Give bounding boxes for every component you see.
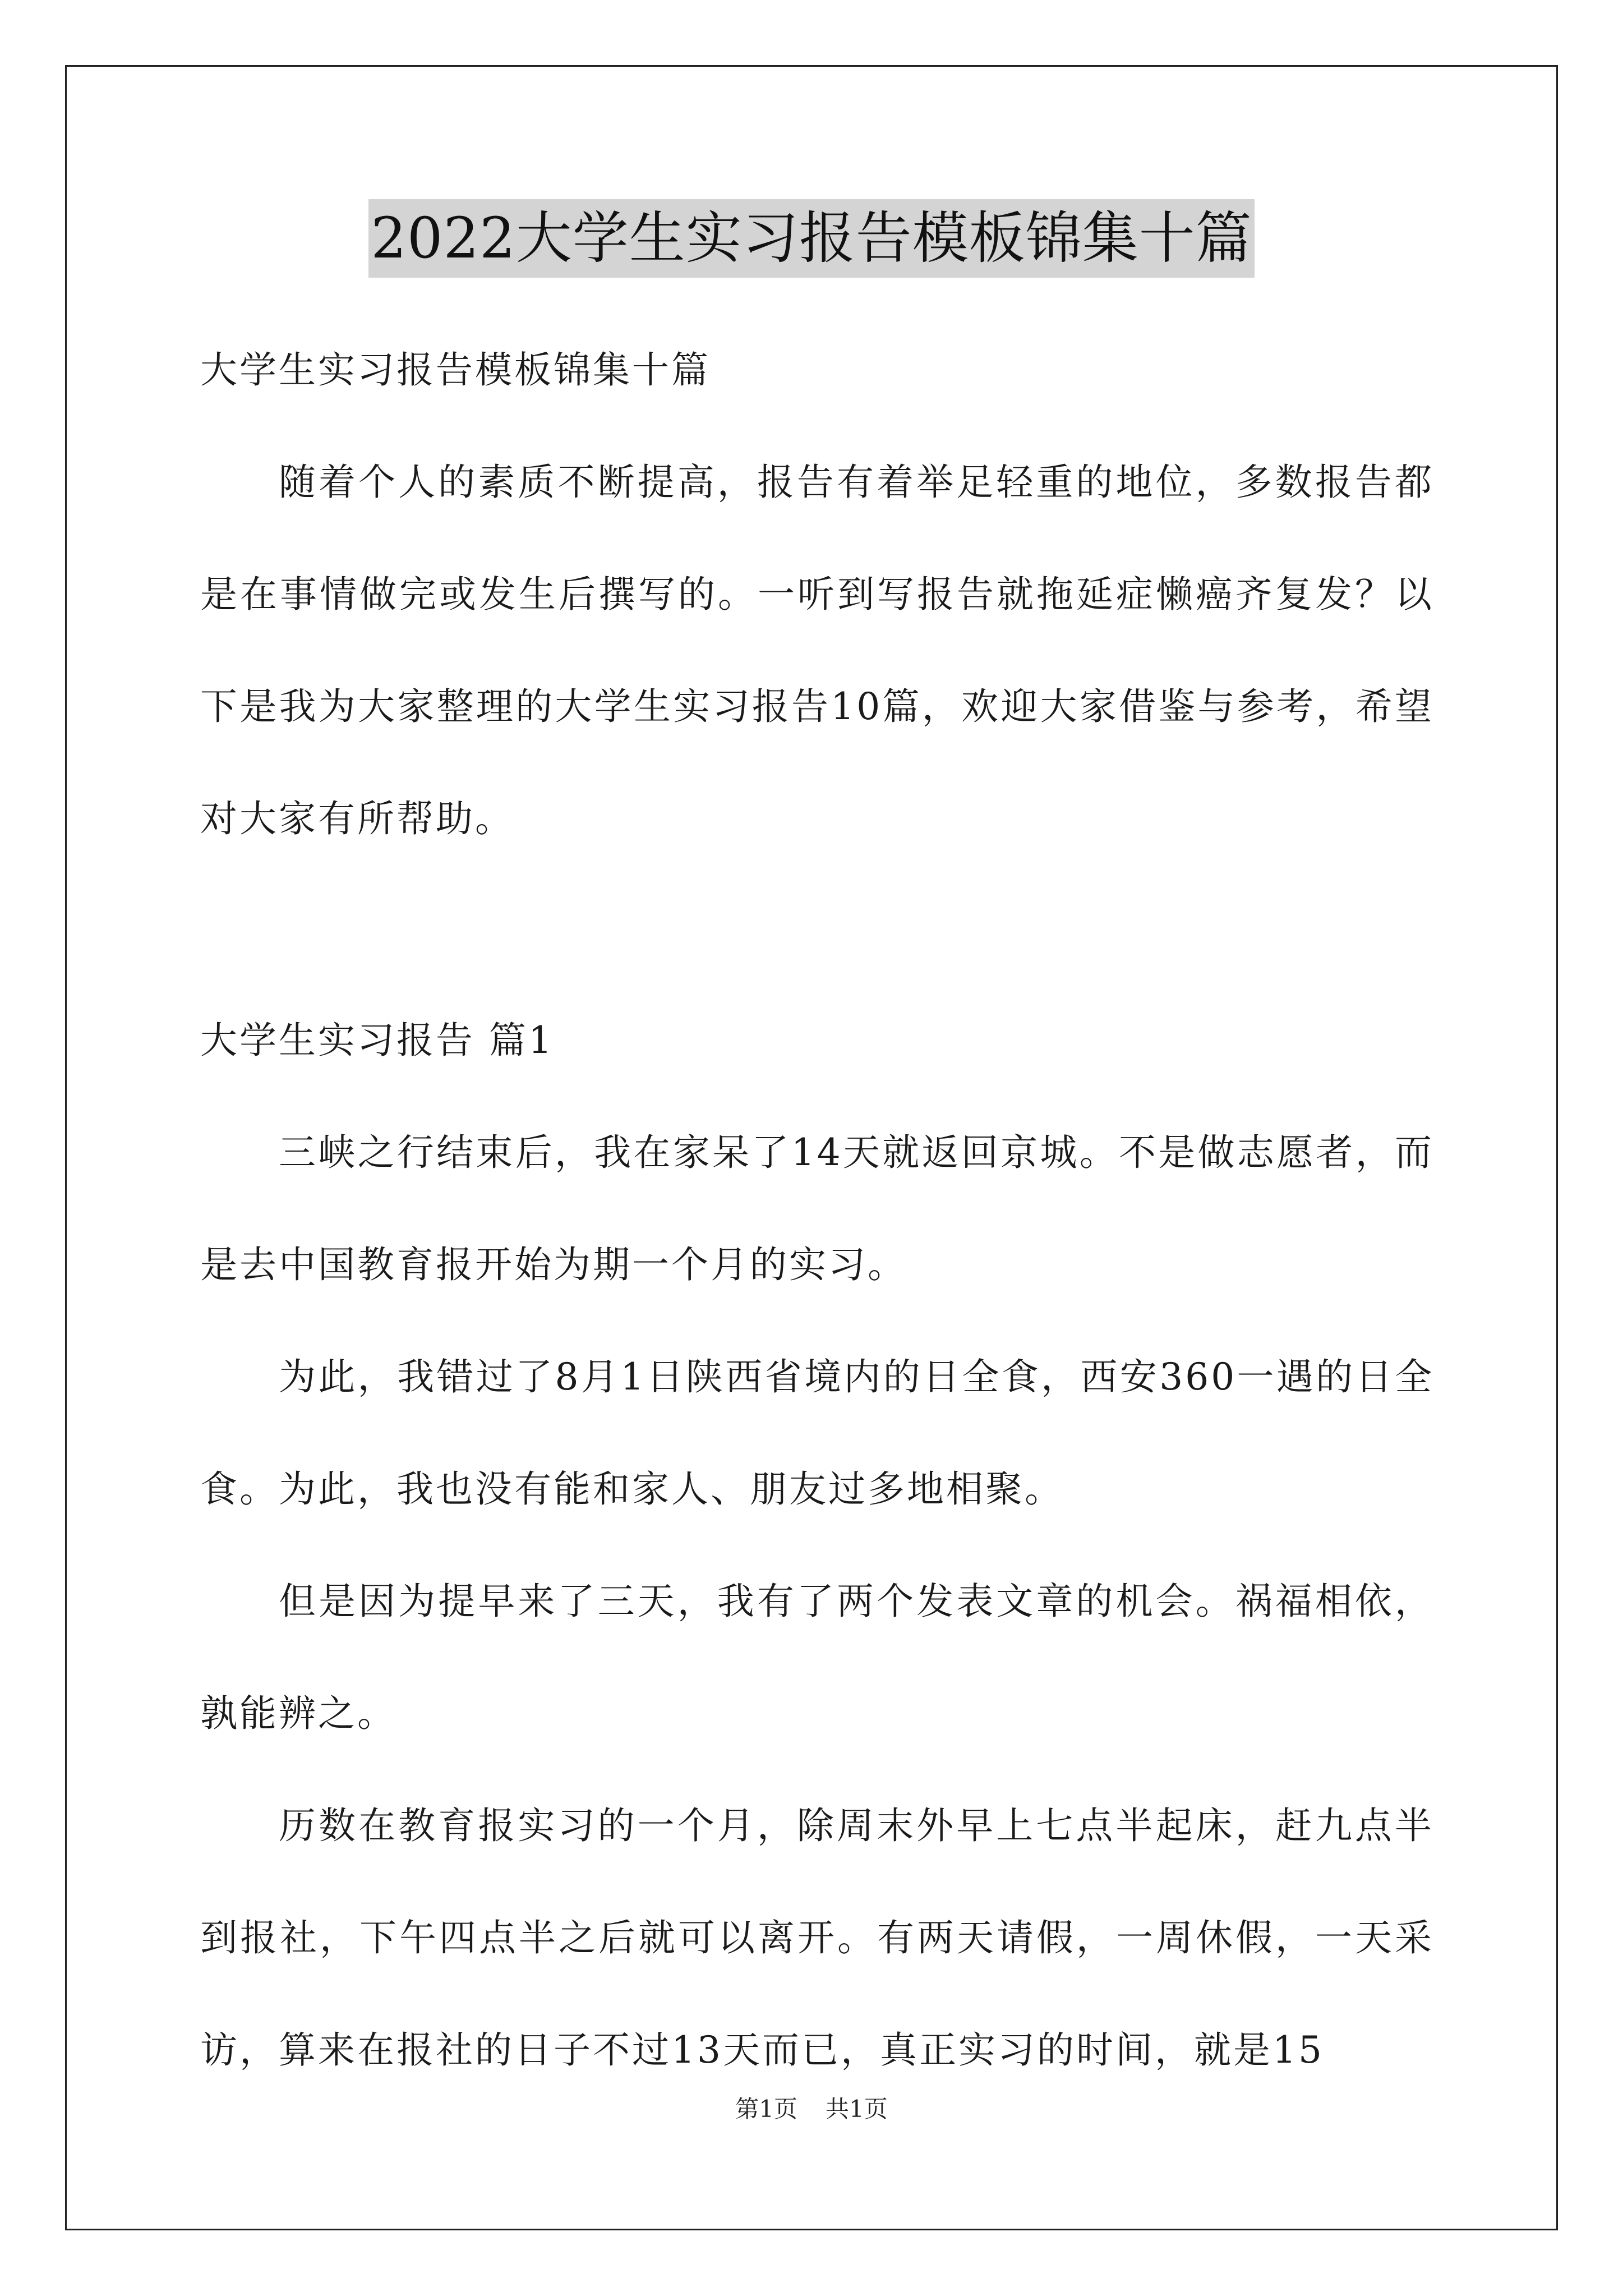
section-heading: 大学生实习报告 篇1 xyxy=(200,1019,554,1062)
body-paragraph: 历数在教育报实习的一个月，除周末外早上七点半起床，赶九点半到报社，下午四点半之后就可以离开。有两天请假，一周休假，一天采访，算来在报社的日子不过13天而已，真正实习的时间，就是15 xyxy=(200,1804,1434,2072)
body-paragraph: 但是因为提早来了三天，我有了两个发表文章的机会。祸福相依，孰能辨之。 xyxy=(200,1580,1434,1735)
page-number-total: 共1页 xyxy=(826,2095,888,2123)
document-title: 2022大学生实习报告模板锦集十篇 xyxy=(368,199,1255,278)
section-gap xyxy=(200,875,1434,984)
document-body xyxy=(200,314,1434,2106)
intro-paragraph: 随着个人的素质不断提高，报告有着举足轻重的地位，多数报告都是在事情做完或发生后撰写的。一听到写报告就拖延症懒癌齐复发？以下是我为大家整理的大学生实习报告10篇，欢迎大家借鉴与参考，希望对大家有所帮助。 xyxy=(200,461,1434,840)
subtitle-paragraph: 大学生实习报告模板锦集十篇 xyxy=(200,348,711,392)
title-container xyxy=(0,199,1623,278)
page-footer xyxy=(0,2092,1623,2126)
page-number-current: 第1页 xyxy=(735,2095,797,2123)
body-paragraph: 为此，我错过了8月1日陕西省境内的日全食，西安360一遇的日全食。为此，我也没有能和家人、朋友过多地相聚。 xyxy=(200,1355,1434,1511)
body-paragraph: 三峡之行结束后，我在家呆了14天就返回京城。不是做志愿者，而是去中国教育报开始为期一个月的实习。 xyxy=(200,1131,1434,1286)
